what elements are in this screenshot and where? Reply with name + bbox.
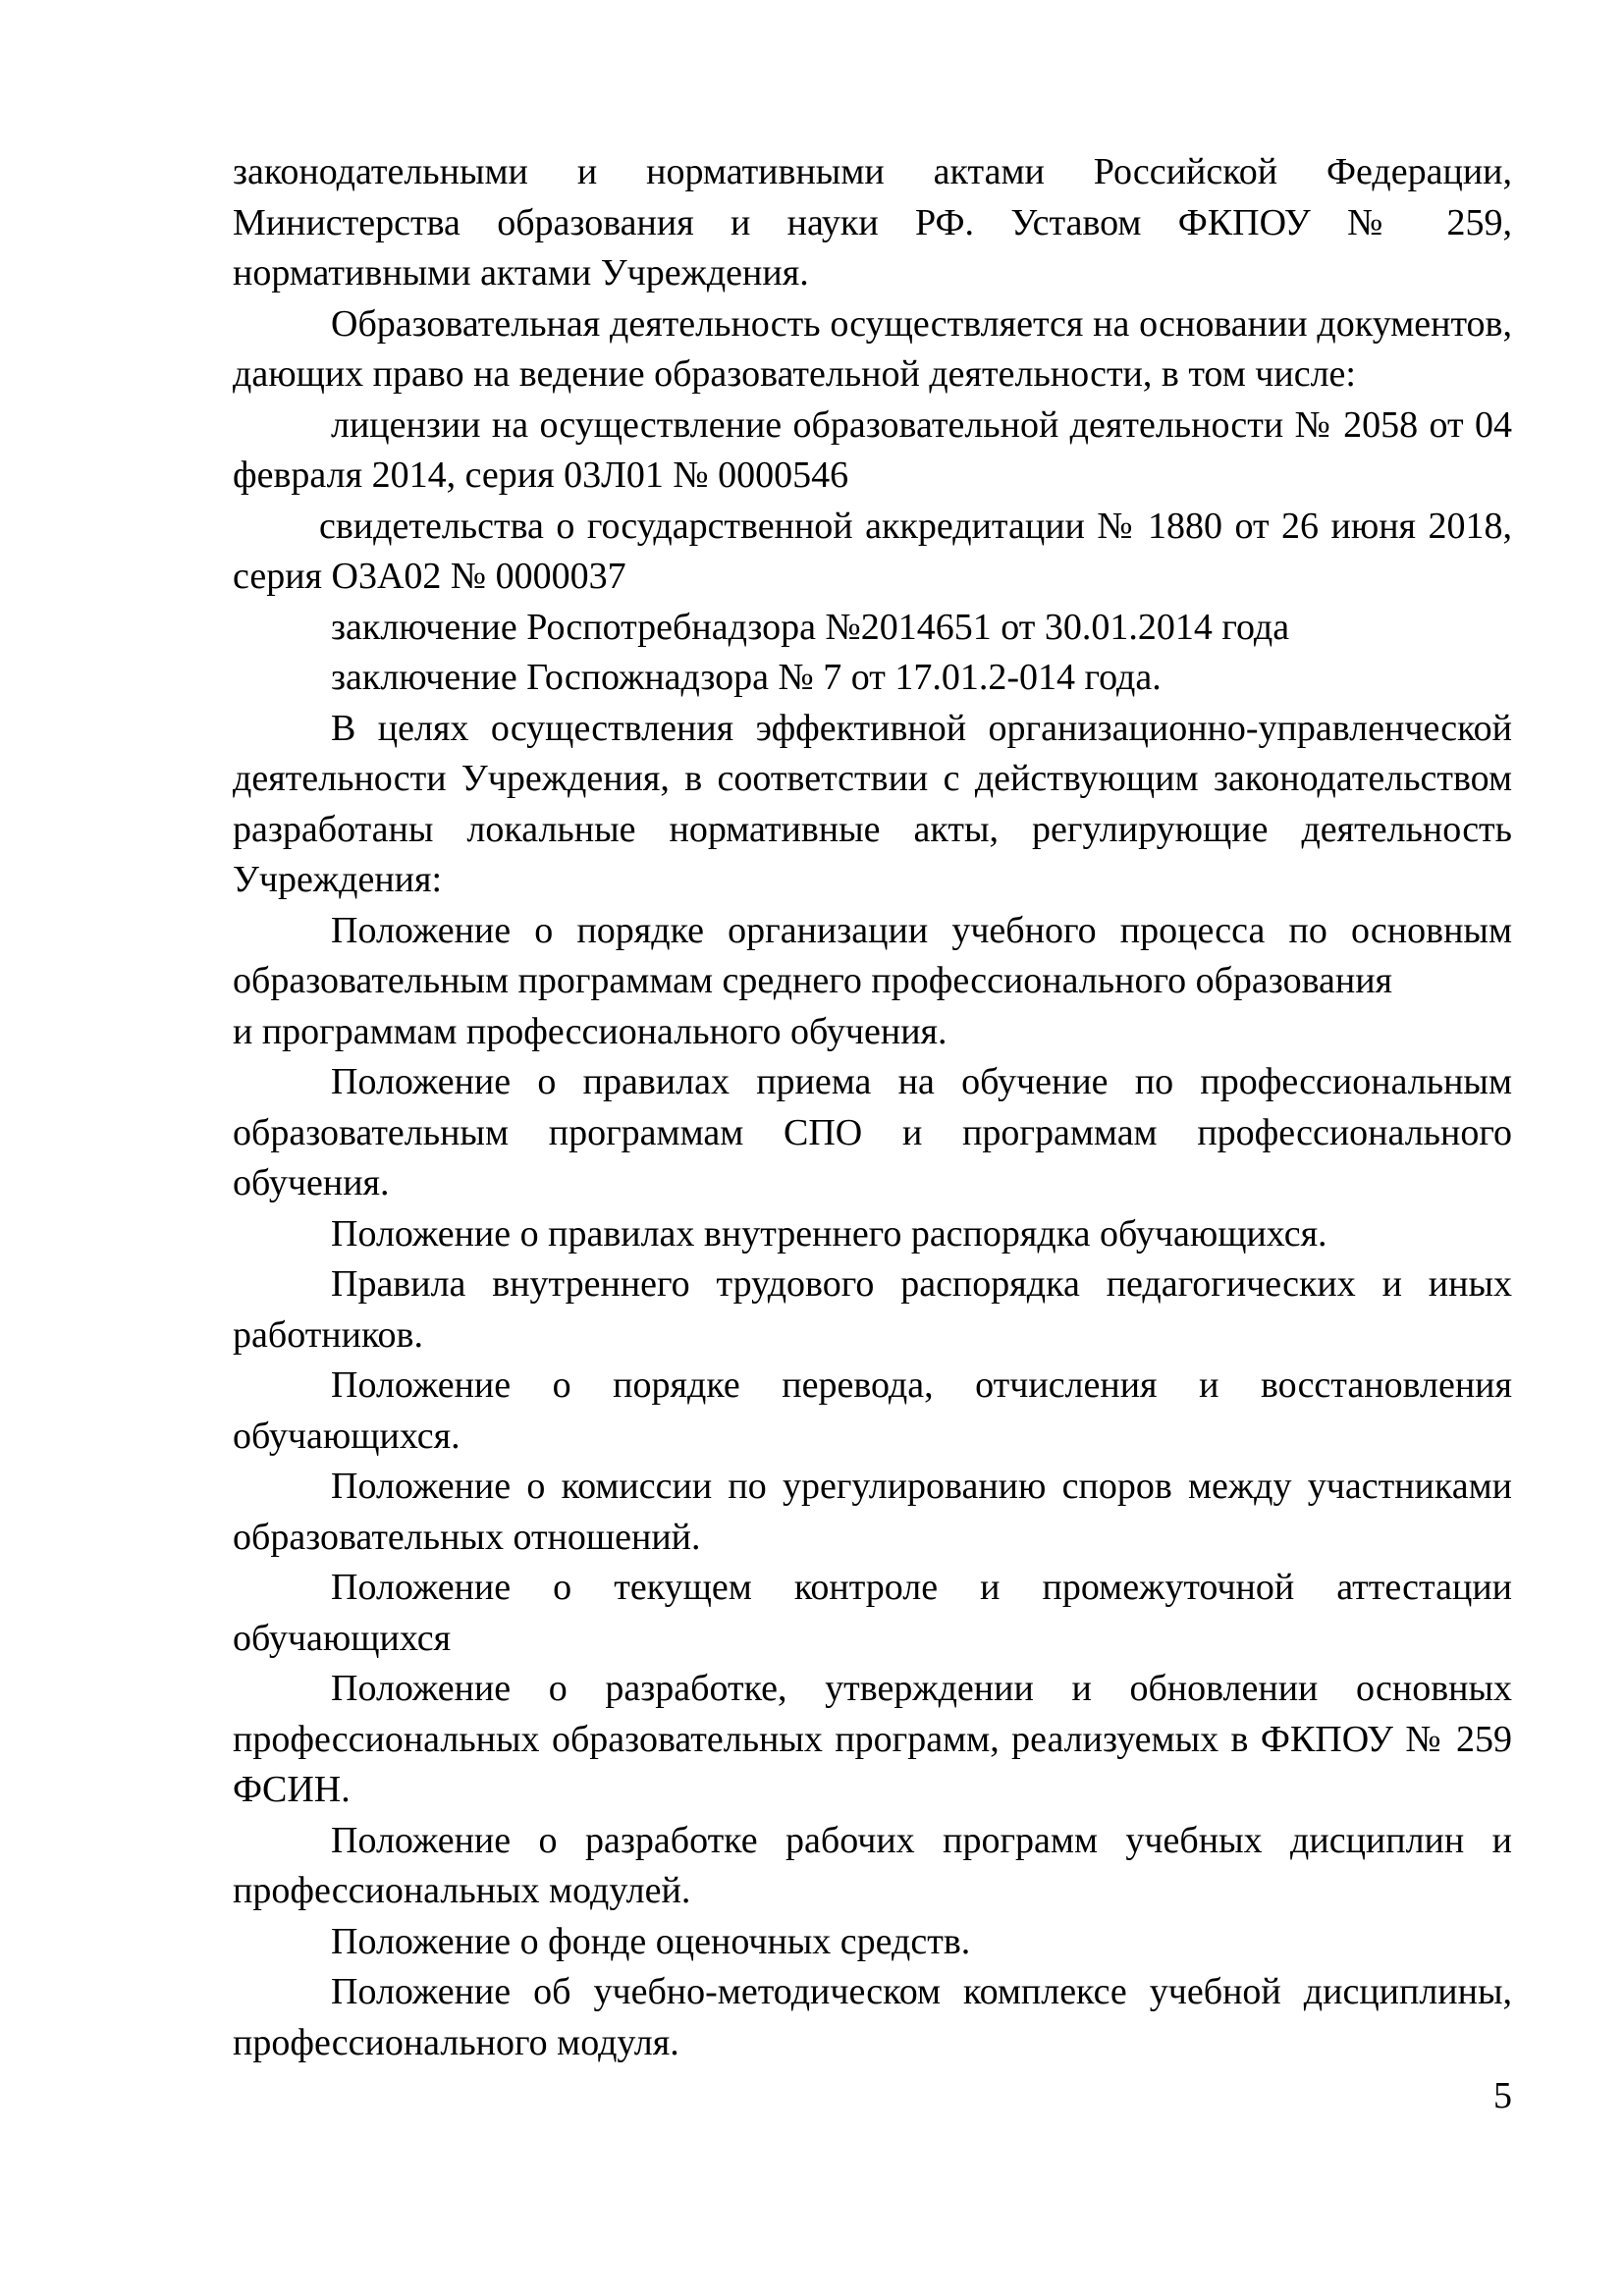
paragraph-regulation-learning-process-cont: и программам профессионального обучения. (233, 1010, 947, 1052)
paragraph-rospotrebnadzor: заключение Роспотребнадзора №2014651 от 30.01.2014 года (331, 606, 1290, 648)
paragraph-regulation-internal-rules: Положение о правилах внутреннего распорядка обучающихся. (331, 1212, 1327, 1255)
paragraph-regulation-work-programs: Положение о разработке рабочих программ учебных дисциплин и профессиональных модулей. (233, 1819, 1512, 1911)
paragraph-regulation-learning-process: Положение о порядке организации учебного процесса по основным образовательным программам среднего профессионального образования (233, 909, 1512, 1001)
paragraph-legal-acts: законодательными и нормативными актами Российской Федерации, Министерства образования и науки РФ. Уставом ФКПОУ № 259, нормативными актами Учреждения. (233, 151, 1512, 294)
paragraph-educational-activity: Образовательная деятельность осуществляется на основании документов, дающих право на ведение образовательной деятельности, в том числе: (233, 302, 1512, 395)
paragraph-regulation-assessment-fund: Положение о фонде оценочных средств. (331, 1920, 971, 1962)
paragraph-regulation-assessment: Положение о текущем контроле и промежуточной аттестации обучающихся (233, 1567, 1512, 1659)
paragraph-regulation-programs: Положение о разработке, утверждении и обновлении основных профессиональных образовательных программ, реализуемых в ФКПОУ № 259 ФСИН. (233, 1668, 1512, 1810)
page-number: 5 (1493, 2075, 1512, 2116)
paragraph-regulation-transfer: Положение о порядке перевода, отчисления и восстановления обучающихся. (233, 1364, 1512, 1457)
paragraph-regulation-dispute-commission: Положение о комиссии по урегулированию споров между участниками образовательных отношений. (233, 1466, 1512, 1558)
paragraph-regulation-admission: Положение о правилах приема на обучение по профессиональным образовательным программам СПО и программам профессионального обучения. (233, 1061, 1512, 1203)
document-body (233, 147, 1512, 2068)
paragraph-local-acts-intro: В целях осуществления эффективной организационно-управленческой деятельности Учреждения, в соответствии с действующим законодательством разработаны локальные нормативные акты, регулирующие деятельность Учреждения: (233, 707, 1512, 900)
paragraph-labor-rules: Правила внутреннего трудового распорядка педагогических и иных работников. (233, 1263, 1512, 1356)
paragraph-regulation-teaching-complex: Положение об учебно-методическом комплексе учебной дисциплины, профессионального модуля. (233, 1971, 1512, 2063)
paragraph-gospozhnadzor: заключение Госпожнадзора № 7 от 17.01.2-014 года. (331, 657, 1162, 698)
paragraph-accreditation: свидетельства о государственной аккредитации № 1880 от 26 июня 2018, серия О3А02 № 0000037 (233, 505, 1512, 597)
paragraph-license: лицензии на осуществление образовательной деятельности № 2058 от 04 февраля 2014, серия 03Л01 № 0000546 (233, 403, 1512, 496)
